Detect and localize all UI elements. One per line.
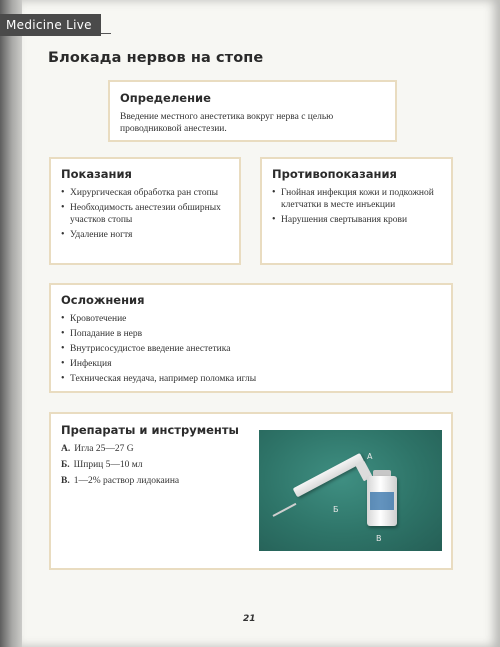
page-number: 21 — [243, 614, 256, 624]
list-item: • Внутрисосудистое введение анестетика — [61, 343, 441, 355]
photo-label-c: В — [376, 534, 382, 543]
list-item: • Гнойная инфекция кожи и подкожной клетчатки в месте инъекции — [272, 187, 441, 211]
watermark-rule — [101, 33, 111, 34]
definition-box — [108, 80, 397, 142]
watermark: Medicine Live — [0, 14, 101, 36]
definition-text: Введение местного анестетика вокруг нерва с целью проводниковой анестезии. — [120, 112, 334, 134]
list-item: • Попадание в нерв — [61, 328, 441, 340]
list-item: • Кровотечение — [61, 313, 441, 325]
list-item: • Техническая неудача, например поломка иглы — [61, 373, 441, 385]
list-item: • Необходимость анестезии обширных участков стопы — [61, 202, 229, 226]
complications-heading: Осложнения — [61, 293, 145, 307]
vial-label-image — [370, 492, 394, 510]
list-item: • Нарушения свертывания крови — [272, 214, 441, 226]
contraindications-heading: Противопоказания — [272, 167, 397, 181]
indications-heading: Показания — [61, 167, 132, 181]
definition-heading: Определение — [120, 91, 211, 105]
complications-box — [49, 283, 453, 393]
syringe-image — [293, 453, 365, 498]
needle-image — [273, 503, 297, 517]
complications-list — [61, 313, 441, 385]
list-item: Б. Шприц 5—10 мл — [61, 460, 143, 470]
preparations-heading: Препараты и инструменты — [61, 423, 239, 437]
list-item: • Хирургическая обработка ран стопы — [61, 187, 229, 199]
indications-box — [49, 157, 241, 265]
list-item: • Удаление ногтя — [61, 229, 229, 241]
list-item: А. Игла 25—27 G — [61, 444, 134, 454]
instruments-photo — [259, 430, 442, 551]
contraindications-list — [272, 187, 441, 226]
list-item: • Инфекция — [61, 358, 441, 370]
photo-label-b: Б — [333, 505, 339, 514]
photo-label-a: А — [367, 452, 373, 461]
list-item: В. 1—2% раствор лидокаина — [61, 476, 180, 486]
indications-list — [61, 187, 229, 241]
contraindications-box — [260, 157, 453, 265]
page-title: Блокада нервов на стопе — [48, 50, 264, 66]
